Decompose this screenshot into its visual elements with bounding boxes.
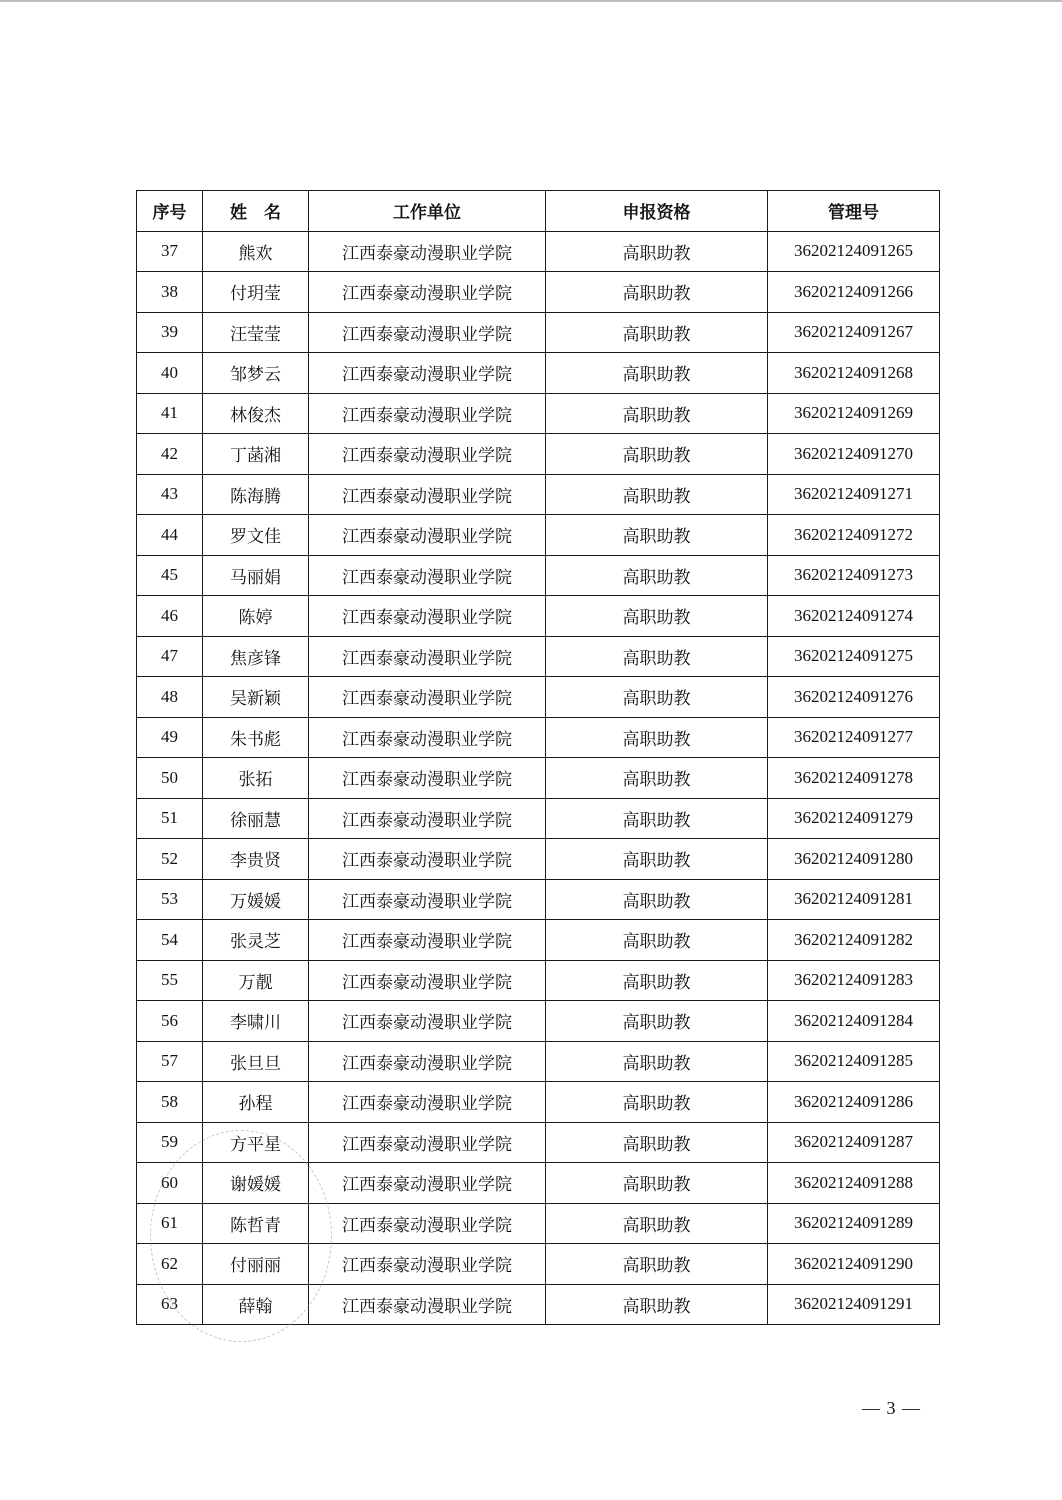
cell-index: 46 — [137, 596, 203, 637]
cell-index: 39 — [137, 312, 203, 353]
cell-workplace: 江西泰豪动漫职业学院 — [309, 555, 546, 596]
cell-management-number: 36202124091282 — [768, 920, 940, 961]
table-row — [137, 515, 940, 556]
cell-workplace: 江西泰豪动漫职业学院 — [309, 758, 546, 799]
cell-name: 朱书彪 — [203, 717, 309, 758]
cell-qualification: 高职助教 — [546, 231, 768, 272]
table-body — [137, 231, 940, 1325]
table-row — [137, 353, 940, 394]
cell-name: 张灵芝 — [203, 920, 309, 961]
cell-workplace: 江西泰豪动漫职业学院 — [309, 272, 546, 313]
cell-name: 罗文佳 — [203, 515, 309, 556]
cell-qualification: 高职助教 — [546, 717, 768, 758]
cell-qualification: 高职助教 — [546, 434, 768, 475]
cell-management-number: 36202124091286 — [768, 1082, 940, 1123]
cell-name: 丁菡湘 — [203, 434, 309, 475]
cell-name: 张拓 — [203, 758, 309, 799]
table-row — [137, 272, 940, 313]
cell-name: 付丽丽 — [203, 1244, 309, 1285]
cell-workplace: 江西泰豪动漫职业学院 — [309, 636, 546, 677]
cell-name: 方平星 — [203, 1122, 309, 1163]
cell-index: 58 — [137, 1082, 203, 1123]
cell-workplace: 江西泰豪动漫职业学院 — [309, 353, 546, 394]
header-index: 序号 — [137, 191, 203, 232]
header-management-number: 管理号 — [768, 191, 940, 232]
cell-management-number: 36202124091289 — [768, 1203, 940, 1244]
cell-qualification: 高职助教 — [546, 515, 768, 556]
cell-workplace: 江西泰豪动漫职业学院 — [309, 515, 546, 556]
table-row — [137, 798, 940, 839]
page-number: — 3 — — [862, 1398, 921, 1418]
cell-workplace: 江西泰豪动漫职业学院 — [309, 1122, 546, 1163]
table-row — [137, 1244, 940, 1285]
cell-index: 62 — [137, 1244, 203, 1285]
cell-workplace: 江西泰豪动漫职业学院 — [309, 231, 546, 272]
table-row — [137, 596, 940, 637]
cell-management-number: 36202124091281 — [768, 879, 940, 920]
cell-management-number: 36202124091270 — [768, 434, 940, 475]
cell-qualification: 高职助教 — [546, 312, 768, 353]
cell-name: 吴新颖 — [203, 677, 309, 718]
table-row — [137, 393, 940, 434]
cell-index: 38 — [137, 272, 203, 313]
cell-workplace: 江西泰豪动漫职业学院 — [309, 1001, 546, 1042]
cell-index: 47 — [137, 636, 203, 677]
cell-index: 42 — [137, 434, 203, 475]
cell-name: 万媛媛 — [203, 879, 309, 920]
cell-workplace: 江西泰豪动漫职业学院 — [309, 393, 546, 434]
cell-name: 薛翰 — [203, 1284, 309, 1325]
cell-name: 陈婷 — [203, 596, 309, 637]
cell-index: 59 — [137, 1122, 203, 1163]
cell-qualification: 高职助教 — [546, 272, 768, 313]
table-row — [137, 839, 940, 880]
cell-workplace: 江西泰豪动漫职业学院 — [309, 1082, 546, 1123]
cell-workplace: 江西泰豪动漫职业学院 — [309, 717, 546, 758]
cell-workplace: 江西泰豪动漫职业学院 — [309, 879, 546, 920]
cell-name: 马丽娟 — [203, 555, 309, 596]
cell-qualification: 高职助教 — [546, 474, 768, 515]
cell-qualification: 高职助教 — [546, 798, 768, 839]
cell-management-number: 36202124091284 — [768, 1001, 940, 1042]
cell-management-number: 36202124091277 — [768, 717, 940, 758]
table-row — [137, 677, 940, 718]
cell-index: 37 — [137, 231, 203, 272]
cell-qualification: 高职助教 — [546, 1001, 768, 1042]
cell-workplace: 江西泰豪动漫职业学院 — [309, 596, 546, 637]
cell-qualification: 高职助教 — [546, 353, 768, 394]
cell-management-number: 36202124091291 — [768, 1284, 940, 1325]
roster-table — [136, 190, 940, 1325]
table-row — [137, 1082, 940, 1123]
cell-index: 43 — [137, 474, 203, 515]
cell-name: 孙程 — [203, 1082, 309, 1123]
cell-workplace: 江西泰豪动漫职业学院 — [309, 960, 546, 1001]
cell-qualification: 高职助教 — [546, 960, 768, 1001]
cell-qualification: 高职助教 — [546, 879, 768, 920]
cell-management-number: 36202124091268 — [768, 353, 940, 394]
cell-name: 陈哲青 — [203, 1203, 309, 1244]
cell-name: 李贵贤 — [203, 839, 309, 880]
cell-name: 谢媛媛 — [203, 1163, 309, 1204]
cell-index: 49 — [137, 717, 203, 758]
cell-qualification: 高职助教 — [546, 1122, 768, 1163]
cell-management-number: 36202124091285 — [768, 1041, 940, 1082]
cell-workplace: 江西泰豪动漫职业学院 — [309, 312, 546, 353]
cell-name: 万靓 — [203, 960, 309, 1001]
cell-workplace: 江西泰豪动漫职业学院 — [309, 474, 546, 515]
table-row — [137, 879, 940, 920]
cell-index: 45 — [137, 555, 203, 596]
table-row — [137, 717, 940, 758]
cell-qualification: 高职助教 — [546, 920, 768, 961]
top-border-line — [0, 0, 1062, 2]
cell-index: 60 — [137, 1163, 203, 1204]
cell-index: 51 — [137, 798, 203, 839]
cell-management-number: 36202124091278 — [768, 758, 940, 799]
table-row — [137, 1203, 940, 1244]
table-row — [137, 1001, 940, 1042]
cell-name: 陈海腾 — [203, 474, 309, 515]
cell-management-number: 36202124091275 — [768, 636, 940, 677]
cell-qualification: 高职助教 — [546, 758, 768, 799]
cell-qualification: 高职助教 — [546, 1284, 768, 1325]
cell-management-number: 36202124091266 — [768, 272, 940, 313]
cell-workplace: 江西泰豪动漫职业学院 — [309, 677, 546, 718]
table-row — [137, 758, 940, 799]
table-row — [137, 1041, 940, 1082]
table-row — [137, 636, 940, 677]
cell-index: 54 — [137, 920, 203, 961]
cell-name: 张旦旦 — [203, 1041, 309, 1082]
table-row — [137, 960, 940, 1001]
table-row — [137, 312, 940, 353]
cell-qualification: 高职助教 — [546, 596, 768, 637]
cell-index: 41 — [137, 393, 203, 434]
cell-management-number: 36202124091287 — [768, 1122, 940, 1163]
cell-name: 邹梦云 — [203, 353, 309, 394]
cell-index: 50 — [137, 758, 203, 799]
cell-workplace: 江西泰豪动漫职业学院 — [309, 920, 546, 961]
table-row — [137, 1122, 940, 1163]
cell-name: 李啸川 — [203, 1001, 309, 1042]
cell-name: 林俊杰 — [203, 393, 309, 434]
cell-management-number: 36202124091280 — [768, 839, 940, 880]
cell-management-number: 36202124091283 — [768, 960, 940, 1001]
cell-workplace: 江西泰豪动漫职业学院 — [309, 798, 546, 839]
cell-workplace: 江西泰豪动漫职业学院 — [309, 1041, 546, 1082]
cell-management-number: 36202124091269 — [768, 393, 940, 434]
cell-name: 焦彦锋 — [203, 636, 309, 677]
cell-management-number: 36202124091274 — [768, 596, 940, 637]
cell-management-number: 36202124091273 — [768, 555, 940, 596]
table-row — [137, 920, 940, 961]
cell-name: 付玥莹 — [203, 272, 309, 313]
table-row — [137, 1284, 940, 1325]
table-row — [137, 434, 940, 475]
table-row — [137, 1163, 940, 1204]
cell-qualification: 高职助教 — [546, 839, 768, 880]
cell-index: 53 — [137, 879, 203, 920]
table-header-row — [137, 191, 940, 232]
cell-workplace: 江西泰豪动漫职业学院 — [309, 1203, 546, 1244]
cell-index: 61 — [137, 1203, 203, 1244]
cell-management-number: 36202124091271 — [768, 474, 940, 515]
cell-index: 44 — [137, 515, 203, 556]
cell-index: 52 — [137, 839, 203, 880]
cell-management-number: 36202124091279 — [768, 798, 940, 839]
header-workplace: 工作单位 — [309, 191, 546, 232]
cell-qualification: 高职助教 — [546, 1203, 768, 1244]
cell-management-number: 36202124091276 — [768, 677, 940, 718]
cell-management-number: 36202124091272 — [768, 515, 940, 556]
cell-qualification: 高职助教 — [546, 1163, 768, 1204]
cell-qualification: 高职助教 — [546, 636, 768, 677]
cell-index: 55 — [137, 960, 203, 1001]
cell-index: 56 — [137, 1001, 203, 1042]
cell-name: 徐丽慧 — [203, 798, 309, 839]
cell-name: 汪莹莹 — [203, 312, 309, 353]
cell-workplace: 江西泰豪动漫职业学院 — [309, 434, 546, 475]
cell-qualification: 高职助教 — [546, 1082, 768, 1123]
cell-qualification: 高职助教 — [546, 555, 768, 596]
cell-workplace: 江西泰豪动漫职业学院 — [309, 1244, 546, 1285]
table-row — [137, 555, 940, 596]
cell-management-number: 36202124091267 — [768, 312, 940, 353]
cell-qualification: 高职助教 — [546, 1041, 768, 1082]
header-qualification: 申报资格 — [546, 191, 768, 232]
cell-index: 57 — [137, 1041, 203, 1082]
cell-qualification: 高职助教 — [546, 677, 768, 718]
table-row — [137, 474, 940, 515]
cell-management-number: 36202124091290 — [768, 1244, 940, 1285]
cell-management-number: 36202124091265 — [768, 231, 940, 272]
cell-name: 熊欢 — [203, 231, 309, 272]
table-row — [137, 231, 940, 272]
cell-workplace: 江西泰豪动漫职业学院 — [309, 1284, 546, 1325]
cell-workplace: 江西泰豪动漫职业学院 — [309, 1163, 546, 1204]
cell-workplace: 江西泰豪动漫职业学院 — [309, 839, 546, 880]
header-name: 姓 名 — [203, 191, 309, 232]
cell-qualification: 高职助教 — [546, 1244, 768, 1285]
cell-qualification: 高职助教 — [546, 393, 768, 434]
cell-index: 40 — [137, 353, 203, 394]
cell-index: 48 — [137, 677, 203, 718]
cell-index: 63 — [137, 1284, 203, 1325]
cell-management-number: 36202124091288 — [768, 1163, 940, 1204]
